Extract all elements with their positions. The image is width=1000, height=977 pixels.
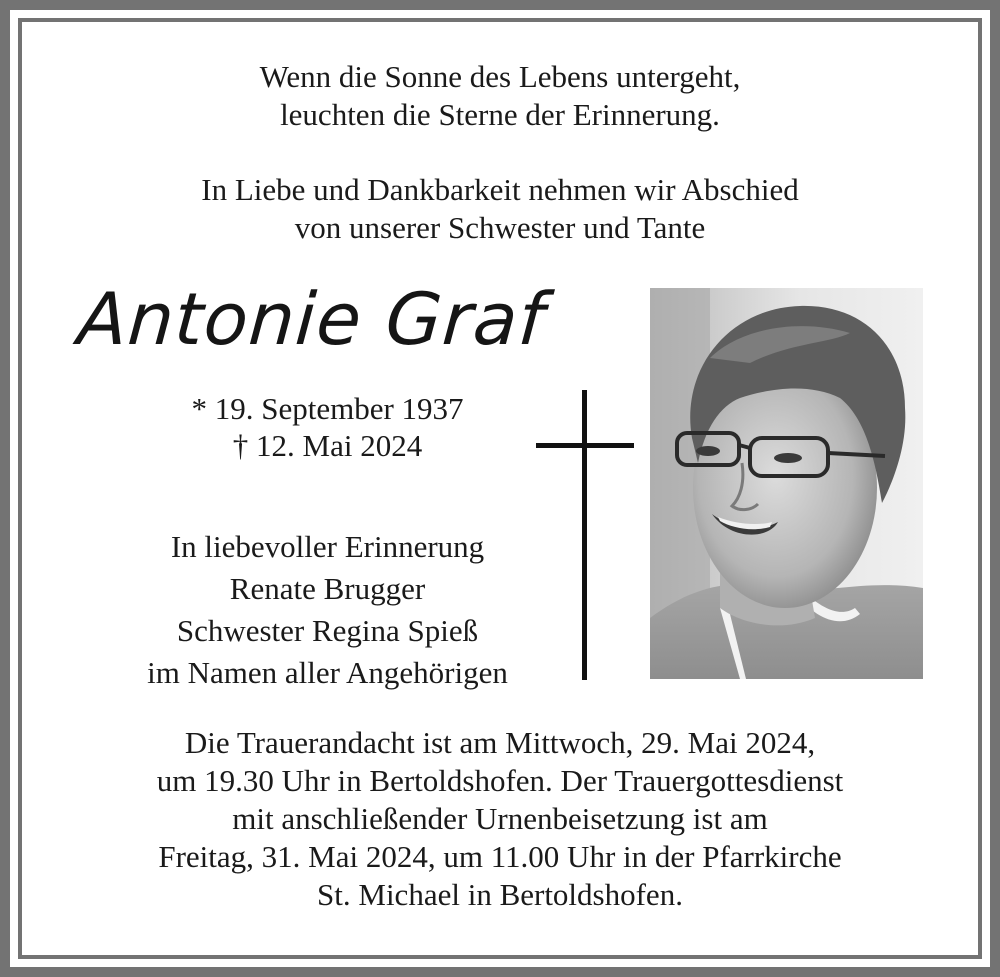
verse bbox=[0, 58, 1000, 134]
portrait-image bbox=[650, 288, 923, 679]
mourner-3: im Namen aller Angehörigen bbox=[147, 655, 508, 690]
service-info bbox=[0, 724, 1000, 914]
mourners-heading: In liebevoller Erinnerung bbox=[170, 529, 485, 564]
verse-line-1: Wenn die Sonne des Lebens untergeht, bbox=[259, 59, 741, 94]
birth-date: * 19. September 1937 bbox=[191, 391, 464, 426]
intro-line-1: In Liebe und Dankbarkeit nehmen wir Abschied bbox=[201, 172, 799, 207]
service-line-2: um 19.30 Uhr in Bertoldshofen. Der Trauergottesdienst bbox=[156, 763, 844, 798]
life-dates bbox=[110, 390, 545, 464]
intro-line-2: von unserer Schwester und Tante bbox=[294, 210, 706, 245]
service-line-3: mit anschließender Urnenbeisetzung ist am bbox=[232, 801, 768, 836]
mourners bbox=[100, 526, 555, 694]
death-date: † 12. Mai 2024 bbox=[232, 428, 423, 463]
intro bbox=[0, 171, 1000, 247]
service-line-4: Freitag, 31. Mai 2024, um 11.00 Uhr in der Pfarrkirche bbox=[158, 839, 842, 874]
mourner-2: Schwester Regina Spieß bbox=[176, 613, 479, 648]
service-line-5: St. Michael in Bertoldshofen. bbox=[317, 877, 683, 912]
portrait-photo bbox=[650, 288, 923, 679]
verse-line-2: leuchten die Sterne der Erinnerung. bbox=[280, 97, 720, 132]
deceased-name: Antonie Graf bbox=[75, 277, 548, 361]
mourner-1: Renate Brugger bbox=[229, 571, 426, 606]
service-line-1: Die Trauerandacht ist am Mittwoch, 29. Mai 2024, bbox=[184, 725, 816, 760]
